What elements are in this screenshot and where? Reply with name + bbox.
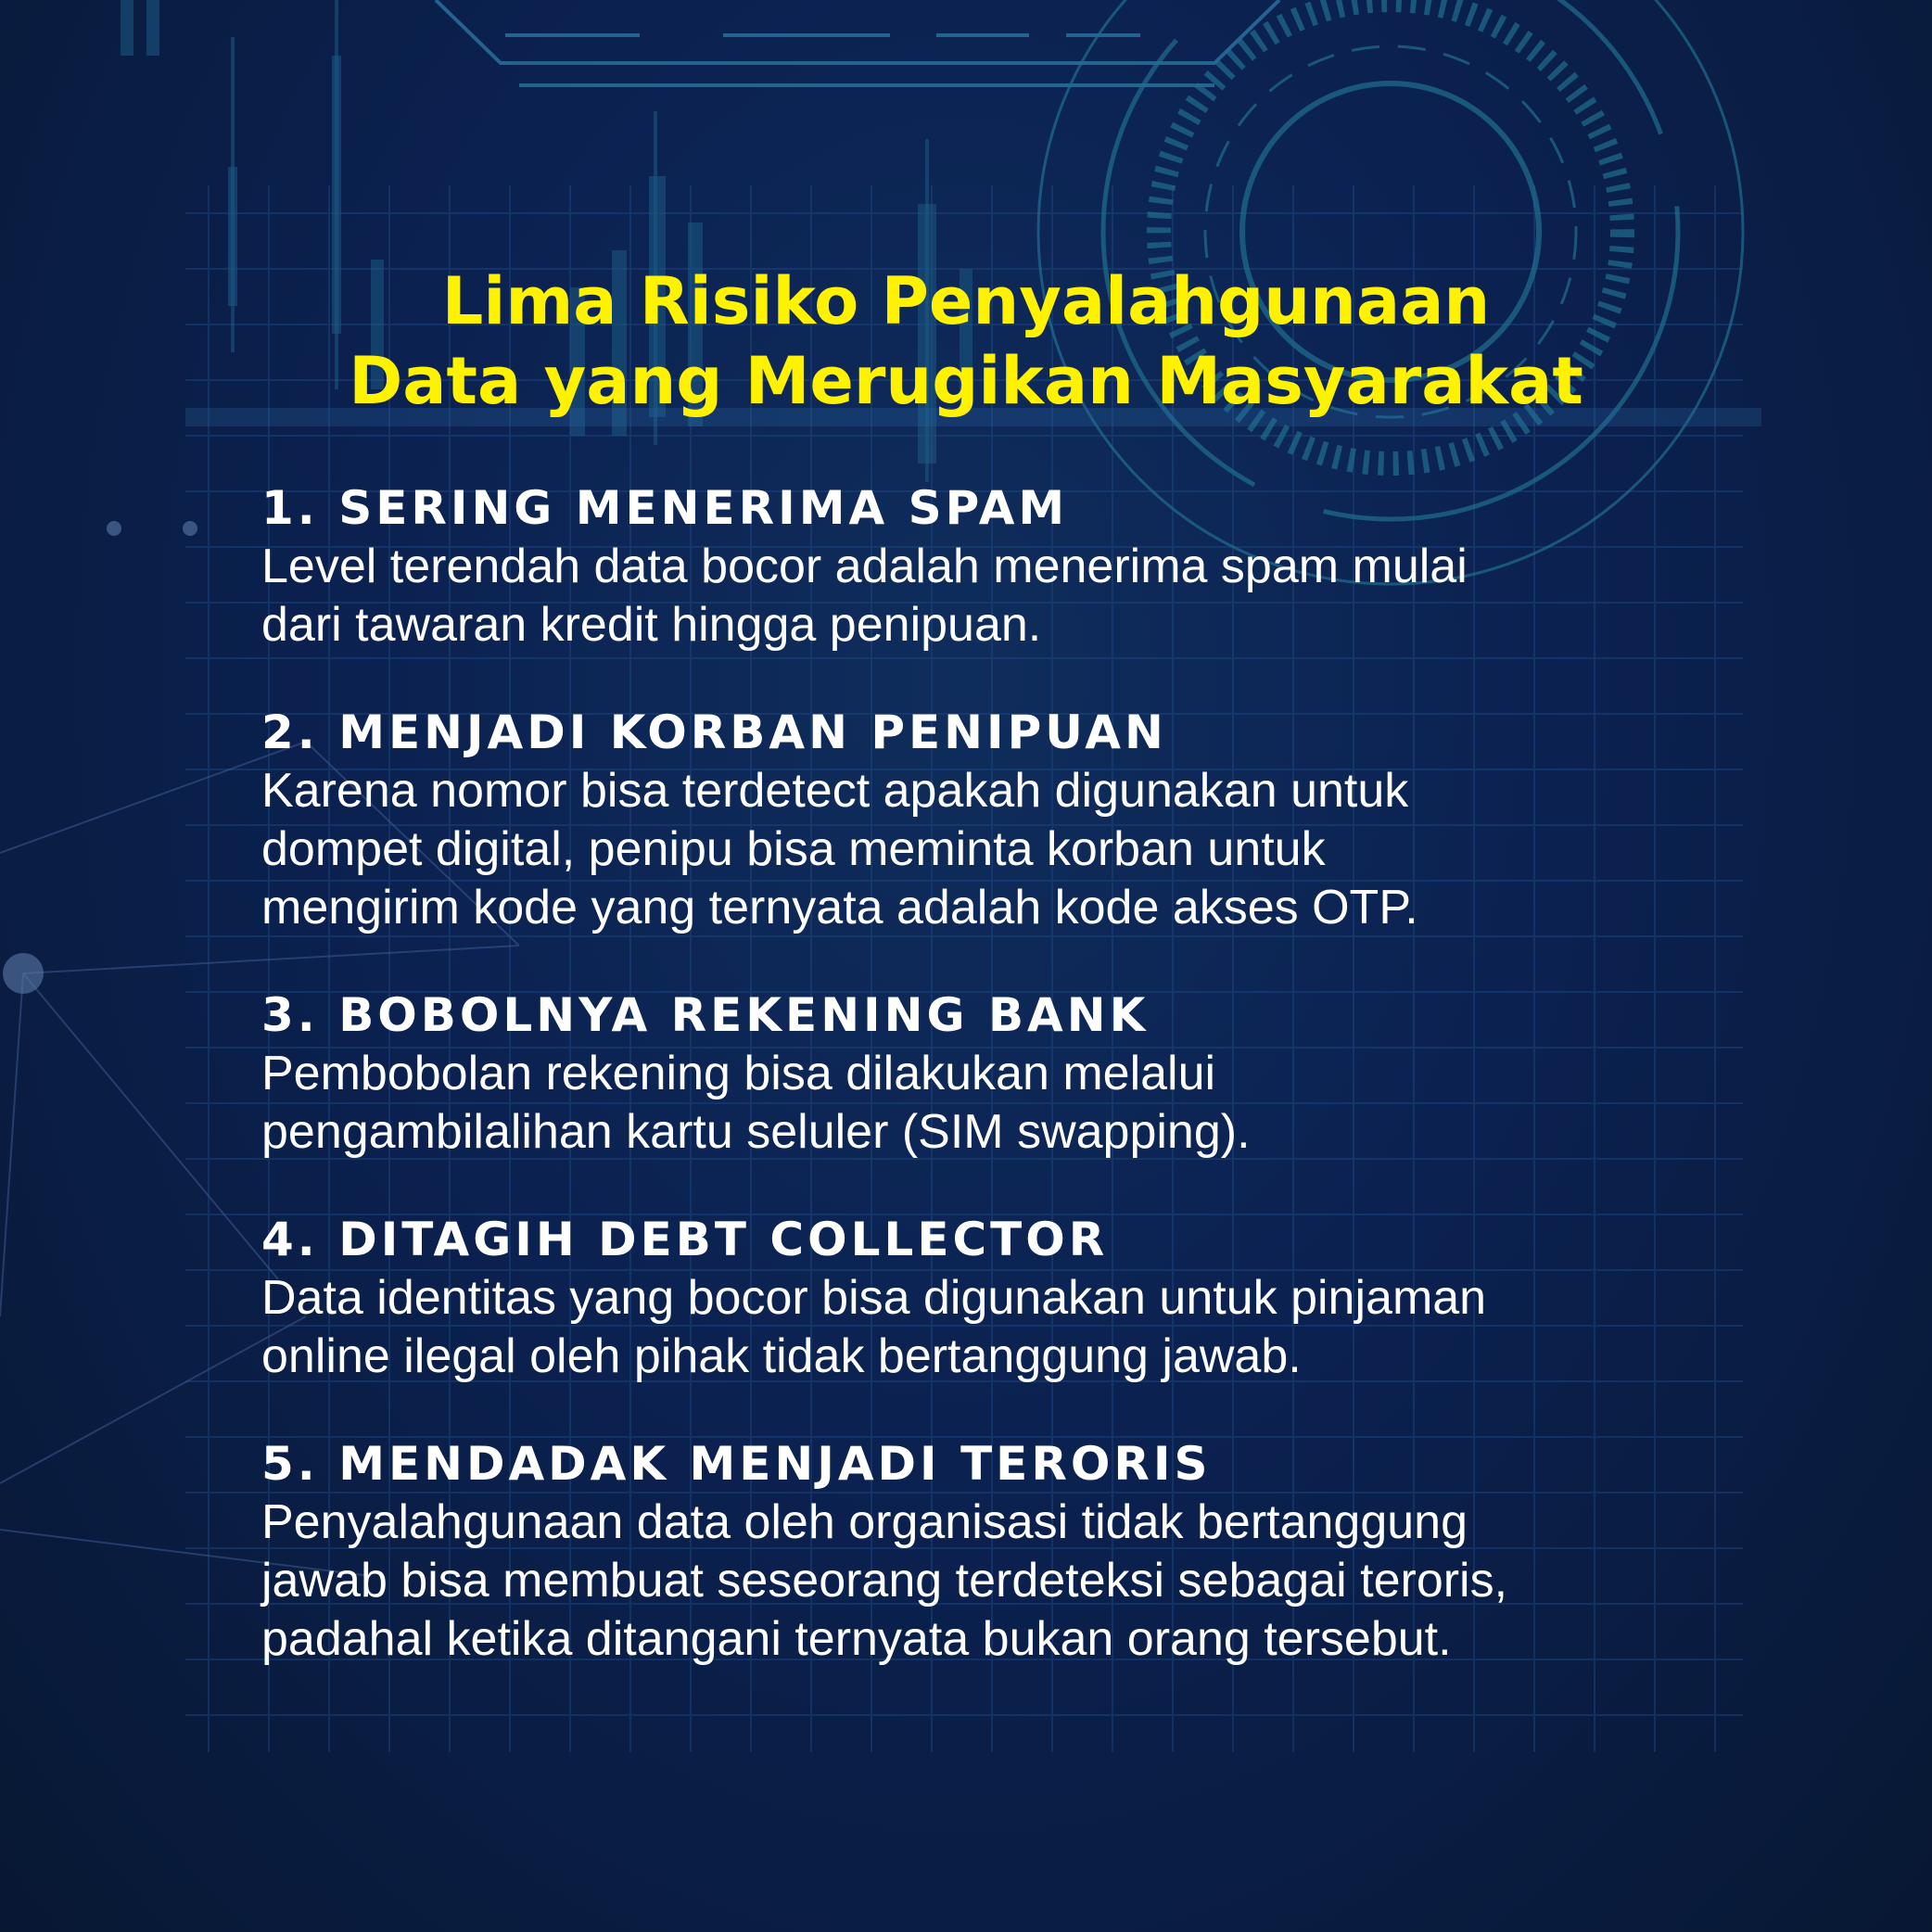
description-line: Data identitas yang bocor bisa digunakan untuk pinjaman xyxy=(261,1271,1487,1325)
description-line: mengirim kode yang ternyata adalah kode akses OTP. xyxy=(261,881,1418,934)
risk-item-2 xyxy=(261,703,1708,937)
description-line: padahal ketika ditangani ternyata bukan orang tersebut. xyxy=(261,1612,1452,1666)
risk-item-4 xyxy=(261,1210,1708,1386)
description-line: Pembobolan rekening bisa dilakukan melalui xyxy=(261,1047,1216,1100)
risk-heading: 1. SERING MENERIMA SPAM xyxy=(261,481,1069,535)
risk-heading: 3. BOBOLNYA REKENING BANK xyxy=(261,988,1150,1042)
description-line: Penyalahgunaan data oleh organisasi tidak bertanggung xyxy=(261,1495,1468,1549)
risk-heading: 4. DITAGIH DEBT COLLECTOR xyxy=(261,1213,1109,1266)
risk-heading: 5. MENDADAK MENJADI TERORIS xyxy=(261,1437,1212,1491)
risk-list xyxy=(261,478,1708,1717)
risk-description xyxy=(261,762,1708,937)
risk-description xyxy=(261,1269,1708,1386)
risk-item-1 xyxy=(261,478,1708,655)
title-line-1: Lima Risiko Penyalahgunaan xyxy=(441,263,1491,339)
description-line: jawab bisa membuat seseorang terdeteksi sebagai teroris, xyxy=(261,1554,1508,1608)
risk-description xyxy=(261,538,1708,655)
description-line: Karena nomor bisa terdetect apakah digunakan untuk xyxy=(261,764,1409,818)
description-line: Level terendah data bocor adalah menerima spam mulai xyxy=(261,540,1468,593)
description-line: online ilegal oleh pihak tidak bertanggung jawab. xyxy=(261,1329,1302,1383)
description-line: dari tawaran kredit hingga penipuan. xyxy=(261,598,1042,652)
risk-description xyxy=(261,1493,1708,1669)
risk-item-3 xyxy=(261,985,1708,1162)
risk-item-5 xyxy=(261,1434,1708,1669)
title-line-2: Data yang Merugikan Masyarakat xyxy=(349,343,1583,419)
page-title xyxy=(0,261,1932,421)
description-line: pengambilalihan kartu seluler (SIM swapping). xyxy=(261,1105,1251,1159)
risk-description xyxy=(261,1045,1708,1162)
description-line: dompet digital, penipu bisa meminta korban untuk xyxy=(261,822,1326,876)
risk-heading: 2. MENJADI KORBAN PENIPUAN xyxy=(261,705,1167,759)
